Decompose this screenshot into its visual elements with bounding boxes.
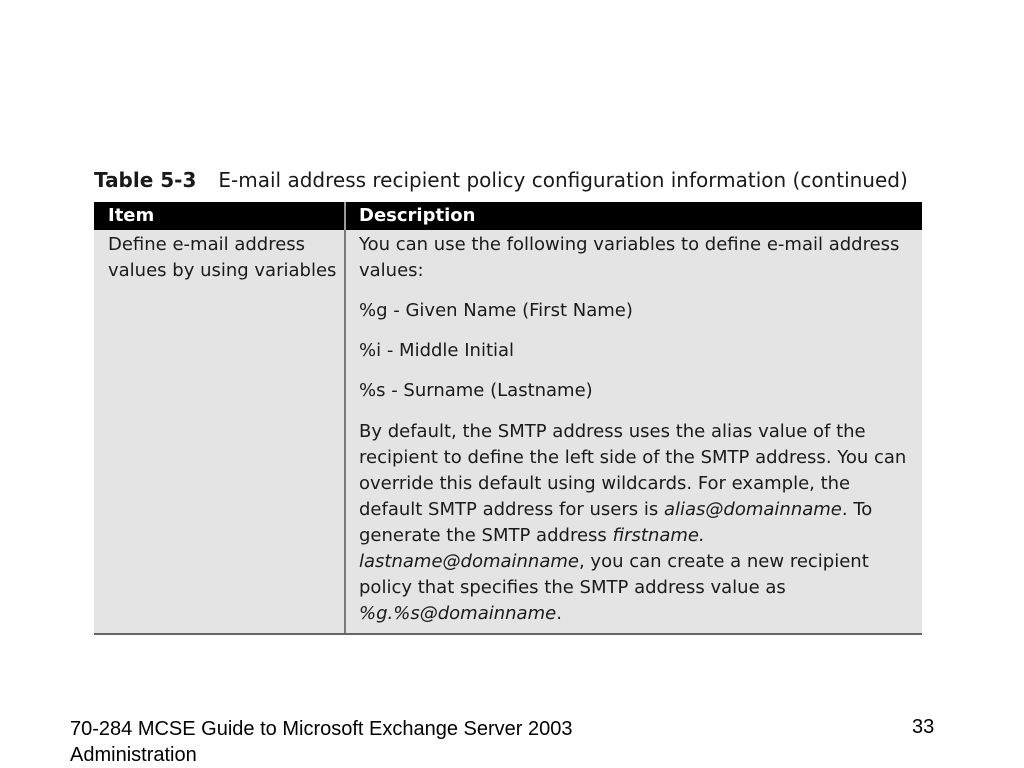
table-caption xyxy=(94,168,908,192)
body-pattern: %g.%s@domainname xyxy=(359,603,557,624)
description-body xyxy=(359,419,909,627)
recipient-policy-table xyxy=(94,202,922,635)
column-divider xyxy=(344,230,346,633)
page-number: 33 xyxy=(912,716,935,738)
variable-middle-initial: %i - Middle Initial xyxy=(359,340,515,361)
table-label: Table 5-3 xyxy=(94,168,197,192)
description-intro: You can use the following variables to define e-mail address values: xyxy=(359,234,900,281)
body-text-1: By default, the SMTP address uses the alias value of the recipient to define the left side of the SMTP address. You can override this default using wildcards. For example, the default SMTP address for users is xyxy=(359,421,907,520)
body-text-2: . To generate the SMTP address xyxy=(359,499,873,546)
table-header xyxy=(94,202,922,230)
header-description: Description xyxy=(359,205,476,226)
variable-surname: %s - Surname (Lastname) xyxy=(359,380,593,401)
footer-course-title: 70-284 MCSE Guide to Microsoft Exchange Server 2003 Administration xyxy=(70,718,573,766)
variable-given-name: %g - Given Name (First Name) xyxy=(359,300,633,321)
body-text-4: . xyxy=(556,603,562,624)
header-item: Item xyxy=(108,205,155,226)
header-divider xyxy=(344,202,346,230)
body-text-3: , you can create a new recipient policy that specifies the SMTP address value as xyxy=(359,551,869,598)
body-alias: alias@domainname xyxy=(663,499,842,520)
table-title: E-mail address recipient policy configuration information (continued) xyxy=(218,168,908,192)
row-item-cell: Define e-mail address values by using variables xyxy=(108,234,337,281)
body-firstlast: firstname. lastname@domainname xyxy=(359,525,705,572)
